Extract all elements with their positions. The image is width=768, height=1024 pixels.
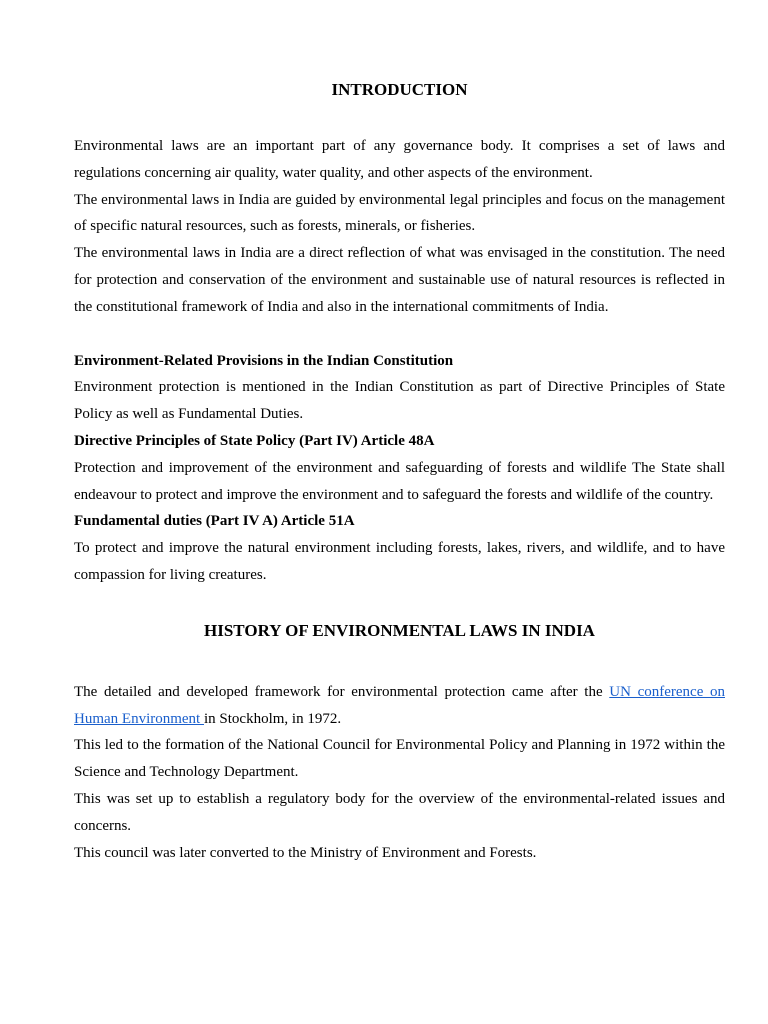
dpsp-heading: Directive Principles of State Policy (Part IV) Article 48A — [74, 432, 435, 449]
constitution-paragraph: Environment protection is mentioned in the Indian Constitution as part of Directive Principles of State Policy as well as Fundamental Duties. — [74, 379, 725, 423]
history-paragraph-4: This council was later converted to the Ministry of Environment and Forests. — [74, 844, 537, 861]
un-conference-link[interactable]: UN conference on Human Environment — [74, 683, 725, 727]
intro-paragraph-2: The environmental laws in India are guided by environmental legal principles and focus on the management of specific natural resources, such as forests, minerals, or fisheries. — [74, 191, 725, 235]
history-title: HISTORY OF ENVIRONMENTAL LAWS IN INDIA — [204, 620, 595, 640]
fundamental-duties-paragraph: To protect and improve the natural environment including forests, lakes, rivers, and wildlife, and to have compassion for living creatures. — [74, 540, 725, 583]
spacer — [74, 321, 725, 348]
intro-paragraph-3: The environmental laws in India are a direct reflection of what was envisaged in the constitution. The need for protection and conservation of the environment and sustainable use of natural resources is reflected in the constitutional framework of India and also in the international commitments of India. — [74, 245, 725, 315]
constitution-heading: Environment-Related Provisions in the Indian Constitution — [74, 352, 454, 369]
fundamental-duties-heading: Fundamental duties (Part IV A) Article 51A — [74, 513, 355, 530]
introduction-title: INTRODUCTION — [331, 80, 468, 99]
spacer — [74, 589, 725, 619]
history-paragraph-1 — [74, 679, 725, 733]
spacer — [74, 643, 725, 679]
document-content — [74, 78, 725, 866]
history-paragraph-2: This led to the formation of the National Council for Environmental Policy and Planning in 1972 within the Science and Technology Department. — [74, 737, 725, 781]
history-p1-text-before: The detailed and developed framework for environmental protection came after the — [74, 683, 610, 700]
spacer — [74, 102, 725, 133]
history-paragraph-3: This was set up to establish a regulatory body for the overview of the environmental-related issues and concerns. — [74, 790, 725, 834]
intro-paragraph-1: Environmental laws are an important part of any governance body. It comprises a set of laws and regulations concerning air quality, water quality, and other aspects of the environment. — [74, 138, 725, 181]
history-p1-text-after: in Stockholm, in 1972. — [203, 710, 342, 727]
dpsp-paragraph: Protection and improvement of the environment and safeguarding of forests and wildlife The State shall endeavour to protect and improve the environment and to safeguard the forests and wildlife of the country. — [74, 459, 725, 503]
